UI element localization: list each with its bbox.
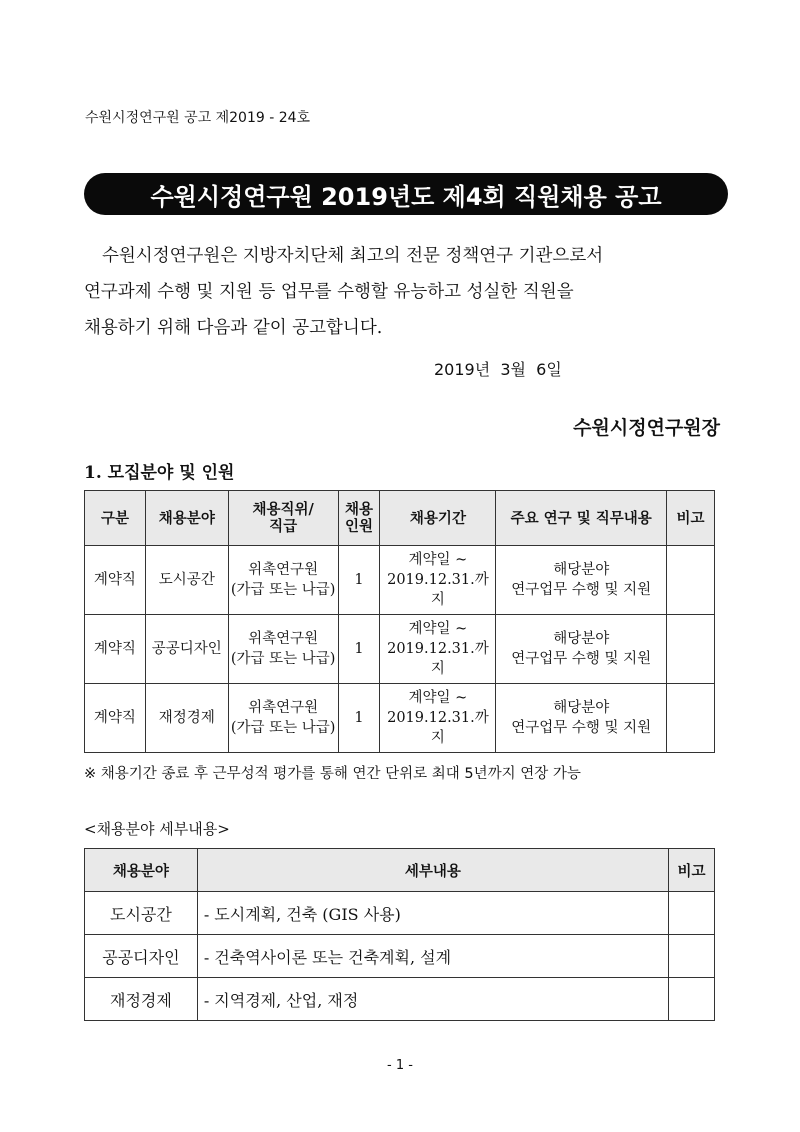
column-header: 주요 연구 및 직무내용 <box>496 491 667 546</box>
page-title-text: 수원시정연구원 2019년도 제4회 직원채용 공고 <box>150 182 662 211</box>
cell-remark <box>667 615 715 684</box>
column-header: 채용분야 <box>145 491 228 546</box>
intro-line: 채용하기 위해 다음과 같이 공고합니다. <box>84 318 383 338</box>
column-header: 채용기간 <box>380 491 496 546</box>
cell-field: 도시공간 <box>145 546 228 615</box>
table-row <box>85 615 715 684</box>
page-title <box>84 173 728 215</box>
cell-field: 공공디자인 <box>145 615 228 684</box>
column-header: 세부내용 <box>197 849 668 892</box>
table-row <box>85 978 715 1021</box>
column-header: 채용 인원 <box>338 491 380 546</box>
intro-line: 연구과제 수행 및 지원 등 업무를 수행할 유능하고 성실한 직원을 <box>84 282 574 302</box>
details-table <box>84 848 715 1021</box>
cell-position: 위촉연구원 (가급 또는 나급) <box>228 684 338 753</box>
cell-remark <box>669 892 715 935</box>
table-row <box>85 935 715 978</box>
cell-duties: 해당분야 연구업무 수행 및 지원 <box>496 546 667 615</box>
cell-type: 계약직 <box>85 684 146 753</box>
cell-position: 위촉연구원 (가급 또는 나급) <box>228 546 338 615</box>
column-header: 비고 <box>667 491 715 546</box>
column-header: 채용분야 <box>85 849 198 892</box>
cell-detail: - 도시계획, 건축 (GIS 사용) <box>197 892 668 935</box>
cell-period: 계약일 ~ 2019.12.31.까지 <box>380 546 496 615</box>
table-header-row <box>85 849 715 892</box>
intro-paragraph <box>84 238 729 346</box>
cell-count: 1 <box>338 615 380 684</box>
cell-duties: 해당분야 연구업무 수행 및 지원 <box>496 615 667 684</box>
cell-period: 계약일 ~ 2019.12.31.까지 <box>380 615 496 684</box>
cell-detail: - 지역경제, 산업, 재정 <box>197 978 668 1021</box>
cell-remark <box>667 684 715 753</box>
column-header: 채용직위/ 직급 <box>228 491 338 546</box>
cell-position: 위촉연구원 (가급 또는 나급) <box>228 615 338 684</box>
cell-count: 1 <box>338 546 380 615</box>
table-row <box>85 892 715 935</box>
page-number: - 1 - <box>387 1058 413 1073</box>
table-header-row <box>85 491 715 546</box>
details-heading: <채용분야 세부내용> <box>84 820 230 838</box>
section-heading: 1. 모집분야 및 인원 <box>84 463 235 483</box>
cell-field: 공공디자인 <box>85 935 198 978</box>
cell-period: 계약일 ~ 2019.12.31.까지 <box>380 684 496 753</box>
cell-count: 1 <box>338 684 380 753</box>
cell-field: 재정경제 <box>85 978 198 1021</box>
cell-type: 계약직 <box>85 546 146 615</box>
intro-line: 수원시정연구원은 지방자치단체 최고의 전문 정책연구 기관으로서 <box>102 246 604 266</box>
extension-note: ※ 채용기간 종료 후 근무성적 평가를 통해 연간 단위로 최대 5년까지 연장 가능 <box>84 766 581 782</box>
cell-remark <box>669 978 715 1021</box>
signer: 수원시정연구원장 <box>573 417 720 439</box>
notice-number: 수원시정연구원 공고 제2019 - 24호 <box>85 110 311 126</box>
table-row <box>85 546 715 615</box>
cell-field: 재정경제 <box>145 684 228 753</box>
cell-remark <box>669 935 715 978</box>
column-header: 구분 <box>85 491 146 546</box>
cell-remark <box>667 546 715 615</box>
notice-date: 2019년 3월 6일 <box>434 360 562 379</box>
recruitment-table <box>84 490 715 753</box>
cell-detail: - 건축역사이론 또는 건축계획, 설계 <box>197 935 668 978</box>
cell-field: 도시공간 <box>85 892 198 935</box>
cell-type: 계약직 <box>85 615 146 684</box>
cell-duties: 해당분야 연구업무 수행 및 지원 <box>496 684 667 753</box>
table-row <box>85 684 715 753</box>
column-header: 비고 <box>669 849 715 892</box>
